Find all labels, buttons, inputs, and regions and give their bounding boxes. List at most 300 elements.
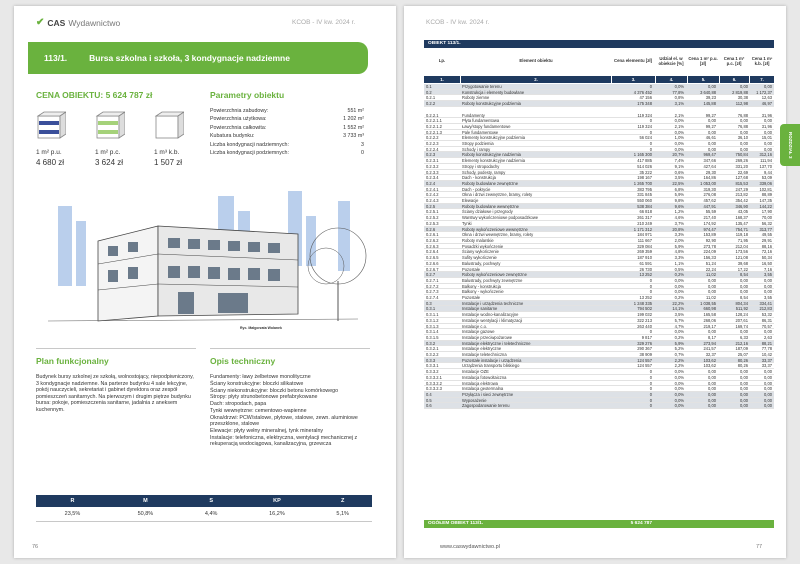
row-value: 0 — [649, 283, 652, 289]
row-element-name: Instalacje elektryczne — [462, 346, 502, 352]
summary-header: Z — [313, 495, 372, 507]
row-lp: 0.2.4.3 — [426, 198, 439, 204]
row-value: 2 819,88 — [732, 89, 748, 95]
row-value: 217,40 — [703, 215, 716, 221]
param-label: Kubatura budynku: — [210, 133, 255, 140]
row-value: 6,8% — [674, 186, 684, 192]
row-value: 207,61 — [735, 317, 748, 323]
row-value: 0,00 — [764, 118, 772, 124]
row-value: 0,00 — [764, 277, 772, 283]
row-value: 0,00 — [740, 141, 748, 147]
row-value: 0,0% — [674, 369, 684, 375]
row-value: 14,1% — [672, 306, 684, 312]
row-element-name: Instalacje c.o. — [462, 323, 488, 329]
row-value: 3,3% — [674, 232, 684, 238]
row-value: 36,10 — [737, 135, 748, 141]
row-value: 72,16 — [761, 249, 772, 255]
opis-item: Stropy: płyty strunobetonowe prefabrykowane — [210, 394, 318, 401]
row-value: 92,90 — [705, 237, 716, 243]
row-value: 212,04 — [735, 243, 748, 249]
row-value: 31,96 — [761, 112, 772, 118]
row-value: 26 730 — [639, 266, 652, 272]
row-lp: 0.3.2 — [426, 340, 436, 346]
row-element-name: Roboty budowlane zewnętrzne — [462, 180, 518, 186]
row-value: 46,61 — [705, 135, 716, 141]
price-value: 5 624 787 zł — [105, 90, 153, 100]
row-value: 0,00 — [764, 386, 772, 392]
price-label: CENA OBIEKTU: — [36, 90, 104, 100]
row-value: 0,00 — [764, 403, 772, 409]
row-element-name: Ławy/stopy fundamentowe — [462, 123, 511, 129]
row-element-name: Roboty konstrukcyjne nadziemia — [462, 152, 521, 158]
row-value: 1 171 312 — [633, 226, 652, 232]
row-value: 0,00 — [764, 84, 772, 89]
column-number: 1. — [424, 76, 460, 83]
summary-header: R — [36, 495, 109, 507]
row-value: 0,00 — [708, 289, 716, 295]
row-value: 0,00 — [764, 391, 772, 397]
row-value: 0 — [649, 391, 652, 397]
row-value: 16,50 — [761, 260, 772, 266]
row-value: 804,34 — [735, 300, 748, 306]
row-element-name: Balustrady, pochwyty — [462, 260, 501, 266]
row-value: 0 — [649, 118, 652, 124]
row-value: 121,08 — [735, 255, 748, 261]
row-value: 219,17 — [703, 323, 716, 329]
row-value: 5,9% — [674, 340, 684, 346]
row-element-name: Pozostałe — [462, 266, 480, 272]
plan-text: Budynek bursy szkolnej ze szkołą, wolnostojący, niepodpiwniczony, 3 kondygnacje nadziemne. Na parterze budynku 4 sale lekcyjne, pokój nauczycieli, sekretariat i gabinet dyrektora oraz zespół pomieszczeń sanitarnych. Na pierwszym i drugim piętrze budynku bursa: pokoje, pomieszczenia sanitarne, jadalnia z aneksem kuchennym. — [36, 374, 194, 413]
row-element-name: Tynki — [462, 220, 472, 226]
image-caption: Ryc. Małgorzata Wolanek — [240, 326, 282, 330]
row-value: 119,18 — [735, 232, 748, 238]
object-price — [36, 90, 152, 100]
row-value: 0,0% — [674, 129, 684, 135]
row-value: 263 440 — [637, 323, 652, 329]
row-value: 0,00 — [708, 397, 716, 403]
summary-header: S — [182, 495, 241, 507]
left-page — [14, 6, 396, 558]
row-value: 135,47 — [735, 220, 748, 226]
cost-share-table — [36, 495, 372, 522]
row-value: 0,00 — [764, 283, 772, 289]
row-lp: 0.2.5.2 — [426, 215, 439, 221]
row-value: 174,92 — [703, 220, 716, 226]
publisher-logo — [36, 17, 120, 28]
row-value: 13 252 — [639, 295, 652, 301]
row-value: 1 172,37 — [756, 89, 772, 95]
row-value: 313,77 — [759, 226, 772, 232]
row-lp: 0.6 — [426, 403, 432, 409]
row-value: 9,8% — [674, 198, 684, 204]
page-number: 77 — [756, 544, 763, 550]
object-name: Bursa szkolna i szkoła, 3 kondygnacje nadziemne — [89, 53, 290, 63]
opis-title: Opis techniczny — [210, 356, 276, 366]
column-header: Cena elementu [zł] — [614, 58, 652, 64]
row-value: 119 324 — [637, 112, 652, 118]
row-value: 511,92 — [735, 306, 748, 312]
row-value: 1 038,55 — [700, 300, 716, 306]
row-lp: 0.2.5 — [426, 203, 436, 209]
row-value: 2,1% — [674, 123, 684, 129]
row-value: 3,5% — [674, 312, 684, 318]
icon-value: 4 680 zł — [36, 158, 65, 167]
row-value: 0,6% — [674, 169, 684, 175]
row-value: 66 818 — [639, 209, 652, 215]
row-lp: 0.2.2.1.3 — [426, 129, 442, 135]
row-value: 0,2% — [674, 295, 684, 301]
row-value: 417 885 — [637, 158, 652, 164]
total-value: 5 624 787 — [630, 521, 652, 526]
row-value: 969,47 — [703, 152, 716, 158]
param-label: Liczba kondygnacji podziemnych: — [210, 150, 289, 157]
row-lp: 0.2.6.6 — [426, 260, 439, 266]
row-lp: 0.3 — [426, 300, 432, 306]
row-lp: 0.1 — [426, 84, 432, 89]
row-value: 5,9% — [674, 192, 684, 198]
object-title-bar — [28, 42, 368, 74]
row-value: 0,0% — [674, 397, 684, 403]
row-element-name: Fundamenty — [462, 112, 485, 118]
row-value: 80,26 — [737, 363, 748, 369]
row-lp: 0.3.3.2.2 — [426, 380, 442, 386]
row-value: 128,24 — [735, 312, 748, 318]
row-value: 8,17 — [708, 334, 716, 340]
row-value: 213,82 — [735, 192, 748, 198]
opis-item: Instalacje: telefoniczna, elektryczna, wentylacji mechanicznej z rekuperacją wodociągowa, kanalizacyjna, grzewcza — [210, 434, 358, 448]
row-lp: 0.3.3.2.1 — [426, 374, 442, 380]
row-lp: 0.2.5.1 — [426, 209, 439, 215]
column-number: 7. — [750, 76, 774, 83]
row-value: 0,0% — [674, 403, 684, 409]
row-element-name: Instalacja geotermalna — [462, 386, 504, 392]
row-value: 13 252 — [639, 272, 652, 278]
icon-value: 3 624 zł — [95, 158, 124, 167]
row-lp: 0.2.6.1 — [426, 232, 439, 238]
row-value: 0 — [649, 380, 652, 386]
row-value: 49,55 — [761, 232, 772, 238]
row-value: 127,68 — [735, 175, 748, 181]
row-value: 0 — [649, 84, 652, 89]
row-value: 71,95 — [737, 237, 748, 243]
row-value: 7,16 — [764, 266, 772, 272]
row-element-name: Schody, podesty, rampy — [462, 169, 506, 175]
column-number: 4. — [656, 76, 687, 83]
row-value: 3,1% — [674, 101, 684, 107]
row-value: 354,42 — [735, 198, 748, 204]
row-value: 0,00 — [708, 141, 716, 147]
row-value: 61 591 — [639, 260, 652, 266]
header-code: KCOB - IV kw. 2024 r. — [292, 19, 356, 26]
row-value: 2,2% — [674, 363, 684, 369]
row-value: 0,00 — [740, 397, 748, 403]
row-value: 457,62 — [703, 198, 716, 204]
opis-item: Tynki wewnętrzne: cementowo-wapienne — [210, 407, 307, 414]
summary-header-row — [36, 495, 372, 507]
row-value: 3,7% — [674, 220, 684, 226]
row-element-name: Roboty wykończeniowe wewnętrzne — [462, 226, 528, 232]
row-value: 30,38 — [737, 95, 748, 101]
row-value: 1 053,00 — [700, 180, 716, 186]
row-value: 77,8% — [672, 89, 684, 95]
row-value: 0,00 — [740, 329, 748, 335]
row-value: 1 165 300 — [633, 152, 652, 158]
row-element-name: Balustrady, pochwyty zewnętrzne — [462, 277, 523, 283]
row-value: 99,27 — [705, 112, 716, 118]
summary-value: 4,4% — [182, 507, 241, 521]
icon-label: 1 m² p.c. — [95, 149, 121, 156]
row-value: 0,00 — [740, 146, 748, 152]
row-value: 76,88 — [737, 112, 748, 118]
row-element-name: Ściany działowe i przegrody — [462, 209, 513, 215]
row-value: 175 348 — [637, 101, 652, 107]
row-element-name: Roboty budowlane wewnętrzne — [462, 203, 519, 209]
row-value: 0 — [649, 386, 652, 392]
row-value: 273,78 — [703, 243, 716, 249]
row-value: 124 557 — [637, 363, 652, 369]
row-value: 88,89 — [761, 192, 772, 198]
row-value: 0,0% — [674, 329, 684, 335]
row-value: 32,37 — [705, 352, 716, 358]
row-value: 31,96 — [761, 123, 772, 129]
row-value: 0,00 — [708, 118, 716, 124]
row-element-name: Pozostałe — [462, 295, 480, 301]
row-value: 0,00 — [764, 374, 772, 380]
row-value: 25,07 — [737, 352, 748, 358]
row-value: 76,88 — [737, 123, 748, 129]
table-header — [424, 48, 774, 84]
row-lp: 0.2.7.1 — [426, 277, 439, 283]
row-value: 4 376 452 — [633, 89, 652, 95]
row-value: 169,74 — [735, 323, 748, 329]
column-number: 6. — [720, 76, 749, 83]
row-lp: 0.2.2.1.2 — [426, 123, 442, 129]
row-value: 0,0% — [674, 141, 684, 147]
row-value: 164,86 — [703, 175, 716, 181]
row-value: 0,0% — [674, 146, 684, 152]
row-value: 0,00 — [740, 369, 748, 375]
row-value: 153,89 — [703, 232, 716, 238]
column-header: Udział el. w obiekcie [%] — [658, 55, 684, 66]
row-value: 261 317 — [637, 215, 652, 221]
column-header: Cena 1 m² p.u. [zł] — [688, 55, 718, 66]
row-element-name: Instalacja fotowoltaiczna — [462, 374, 507, 380]
row-value: 0,0% — [674, 84, 684, 89]
row-value: 0,00 — [764, 289, 772, 295]
row-element-name: Sufity wykończenie — [462, 255, 497, 261]
row-value: 0,00 — [764, 129, 772, 135]
row-element-name: Instalacje gazowe — [462, 329, 495, 335]
row-value: 0,00 — [708, 146, 716, 152]
row-value: 224,09 — [703, 249, 716, 255]
row-value: 8,54 — [740, 295, 748, 301]
param-label: Liczba kondygnacji nadziemnych: — [210, 141, 289, 148]
row-value: 22,2% — [672, 300, 684, 306]
row-value: 22,24 — [705, 266, 716, 272]
param-value: 3 — [361, 141, 364, 148]
row-lp: 0.2.2 — [426, 101, 436, 107]
header-code: KCOB - IV kw. 2024 r. — [426, 19, 490, 26]
row-value: 187,09 — [735, 346, 748, 352]
row-value: 111 667 — [637, 237, 652, 243]
row-element-name: Przygotowanie terenu — [462, 84, 502, 89]
row-element-name: Urządzenia transportu bliskiego — [462, 363, 520, 369]
column-number: 3. — [612, 76, 655, 83]
row-element-name: Dach - konstrukcja — [462, 175, 496, 181]
unit-price-pc — [95, 110, 145, 174]
volume-cube-icon — [154, 110, 184, 140]
row-lp: 0.2.3.2 — [426, 163, 439, 169]
row-element-name: Przyłącza i sieci zewnętrzne — [462, 391, 514, 397]
row-value: 0,00 — [740, 129, 748, 135]
row-value: 198 167 — [637, 175, 652, 181]
opis-item: Okna/drzwi: PCW/stalowe, płytowe, stalowe, zewn. aluminiowe przeszklone, stalowe — [210, 414, 358, 428]
row-value: 0,7% — [674, 352, 684, 358]
param-label: Powierzchnia zabudowy: — [210, 108, 269, 114]
row-element-name: Instalacje przeciwpożarowe — [462, 334, 513, 340]
row-value: 0,0% — [674, 386, 684, 392]
row-element-name: Dach - pokrycie — [462, 186, 491, 192]
param-row — [210, 141, 364, 149]
row-value: 346,90 — [735, 203, 748, 209]
row-value: 0,0% — [674, 289, 684, 295]
row-value: 0 — [649, 369, 652, 375]
row-value: 347,66 — [703, 158, 716, 164]
row-value: 1 265 700 — [633, 180, 652, 186]
row-value: 0,00 — [764, 397, 772, 403]
param-value: 1 202 m² — [343, 116, 364, 123]
row-value: 20,8% — [672, 226, 684, 232]
row-value: 2,1% — [674, 112, 684, 118]
row-value: 974,47 — [703, 226, 716, 232]
row-lp: 0.2 — [426, 89, 432, 95]
cost-table-body — [424, 84, 774, 409]
row-value: 4,8% — [674, 249, 684, 255]
param-row — [210, 124, 364, 132]
row-value: 8,54 — [740, 272, 748, 278]
row-element-name: Zagospodarowanie terenu — [462, 403, 510, 409]
column-header: Cena 1 m³ k.b. [zł] — [751, 55, 773, 66]
row-value: 0,00 — [708, 277, 716, 283]
logo-sub: Wydawnictwo — [68, 17, 121, 28]
row-value: 247,29 — [735, 186, 748, 192]
param-row — [210, 132, 364, 140]
row-value: 0 — [649, 403, 652, 409]
row-lp: 0.3.2.1 — [426, 346, 439, 352]
row-value: 0,00 — [708, 391, 716, 397]
row-value: 3,3% — [674, 255, 684, 261]
row-value: 0,00 — [708, 283, 716, 289]
row-value: 88,16 — [761, 243, 772, 249]
column-number: 2. — [461, 76, 611, 83]
total-area-cube-icon — [95, 110, 125, 140]
row-value: 339,06 — [759, 180, 772, 186]
row-value: 184 971 — [637, 232, 652, 238]
row-lp: 0.2.6.4 — [426, 249, 439, 255]
row-value: 156,33 — [703, 255, 716, 261]
row-value: 46,97 — [761, 101, 772, 107]
row-value: 0,00 — [740, 277, 748, 283]
row-element-name: Instalacje teletechniczna — [462, 352, 507, 358]
row-value: 187 910 — [637, 255, 652, 261]
row-value: 4,7% — [674, 323, 684, 329]
row-value: 173,56 — [735, 249, 748, 255]
row-lp: 0.2.3.4 — [426, 175, 439, 181]
row-value: 0,00 — [740, 118, 748, 124]
row-value: 103,62 — [703, 357, 716, 363]
row-value: 0,0% — [674, 277, 684, 283]
param-value: 551 m² — [347, 108, 364, 114]
row-lp: 0.2.4.2 — [426, 192, 439, 198]
param-label: Powierzchnia użytkowa: — [210, 116, 267, 123]
row-value: 53,09 — [761, 175, 772, 181]
row-value: 1,2% — [674, 209, 684, 215]
row-lp: 0.3.1 — [426, 306, 436, 312]
row-value: 47 156 — [639, 95, 652, 101]
row-element-name: Stropy podziemia — [462, 141, 494, 147]
row-value: 168,37 — [735, 215, 748, 221]
row-element-name: Elewacje — [462, 198, 479, 204]
row-value: 0,00 — [740, 283, 748, 289]
row-lp: 0.3.1.2 — [426, 317, 439, 323]
row-lp: 0.3.1.5 — [426, 334, 439, 340]
icon-label: 1 m² p.u. — [36, 149, 62, 156]
row-value: 22,5% — [672, 180, 684, 186]
row-value: 750,84 — [735, 152, 748, 158]
row-value: 51,24 — [705, 260, 716, 266]
param-value: 1 552 m² — [343, 124, 364, 131]
row-value: 33,37 — [761, 357, 772, 363]
summary-value: 5,1% — [313, 507, 372, 521]
row-value: 33,37 — [761, 363, 772, 369]
opis-item: Dach: stropodach, papa — [210, 401, 267, 408]
row-value: 20,7% — [672, 152, 684, 158]
row-element-name: Posadzki wykończenie — [462, 243, 504, 249]
param-row — [210, 149, 364, 157]
row-element-name: Płyta fundamentowa — [462, 118, 500, 124]
row-value: 212,16 — [735, 340, 748, 346]
row-element-name: Pozostałe instalacje i urządzenia — [462, 357, 522, 363]
row-lp: 0.3.1.3 — [426, 323, 439, 329]
page-number: 76 — [32, 544, 39, 550]
row-element-name: Instalacje sanitarne — [462, 306, 498, 312]
row-value: 427,64 — [703, 163, 716, 169]
row-value: 0,00 — [764, 329, 772, 335]
row-value: 268,06 — [703, 317, 716, 323]
row-value: 12,63 — [761, 95, 772, 101]
row-lp: 0.3.3.2 — [426, 369, 439, 375]
row-value: 514 026 — [637, 163, 652, 169]
row-value: 383 795 — [637, 186, 652, 192]
row-value: 2,63 — [764, 334, 772, 340]
column-number: 5. — [688, 76, 719, 83]
row-value: 0,00 — [708, 84, 716, 89]
row-value: 38 909 — [639, 352, 652, 358]
row-lp: 0.2.2.1.1 — [426, 118, 442, 124]
row-element-name: Instalacje elektryczne i teletechniczne — [462, 340, 531, 346]
row-value: 22,69 — [737, 169, 748, 175]
unit-price-kb — [154, 110, 204, 174]
row-value: 0,00 — [708, 403, 716, 409]
summary-value: 16,2% — [240, 507, 313, 521]
row-value: 1 248 335 — [633, 300, 652, 306]
row-value: 50,34 — [761, 255, 772, 261]
row-value: 2,0% — [674, 237, 684, 243]
column-header: Cena 1 m² p.c. [zł] — [723, 55, 745, 66]
row-value: 269 359 — [637, 249, 652, 255]
row-value: 0,00 — [708, 386, 716, 392]
row-value: 80,26 — [737, 357, 748, 363]
